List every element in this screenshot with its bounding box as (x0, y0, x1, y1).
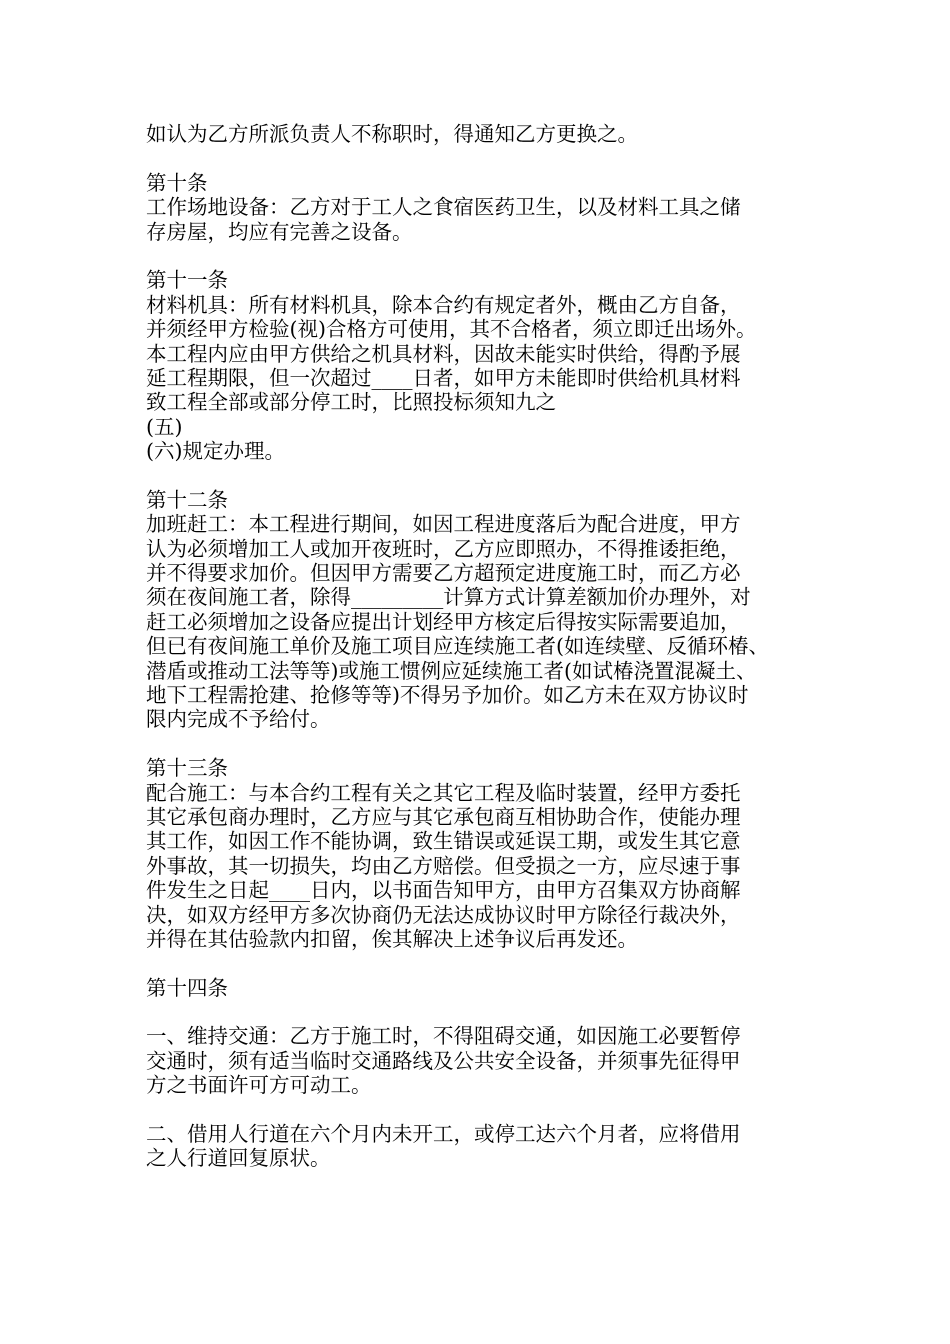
text-line: (五) (146, 414, 183, 439)
paragraph-gap (146, 951, 822, 975)
text-line: 第十四条 (146, 975, 228, 1000)
paragraph-gap (146, 244, 822, 268)
text-line: 方之书面许可方可动工。 (146, 1073, 372, 1098)
paragraph (146, 1122, 822, 1171)
text-line: 赶工必须增加之设备应提出计划经甲方核定后得按实际需要追加， (146, 609, 741, 634)
document-body (146, 122, 822, 1171)
paragraph (146, 122, 822, 146)
text-line: 致工程全部或部分停工时，比照投标须知九之 (146, 390, 556, 415)
text-line: 决，如双方经甲方多次协商仍无法达成协议时甲方除径行裁决外， (146, 902, 741, 927)
paragraph-gap (146, 1098, 822, 1122)
text-line: 并须经甲方检验(视)合格方可使用，其不合格者，须立即迁出场外。 (146, 317, 757, 342)
text-line: 限内完成不予给付。 (146, 707, 331, 732)
paragraph-gap (146, 1000, 822, 1024)
text-line: 之人行道回复原状。 (146, 1146, 331, 1171)
text-line: 第十三条 (146, 756, 228, 781)
text-line: 其工作，如因工作不能协调，致生错误或延误工期，或发生其它意 (146, 829, 741, 854)
text-line: 潜盾或推动工法等等)或施工惯例应延续施工者(如试椿浇置混凝土、 (146, 658, 757, 683)
text-line: 加班赶工：本工程进行期间，如因工程进度落后为配合进度，甲方 (146, 512, 741, 537)
text-line: 延工程期限，但一次超过____日者，如甲方未能即时供给机具材料 (146, 365, 741, 390)
text-line: 材料机具：所有材料机具，除本合约有规定者外，概由乙方自备， (146, 292, 741, 317)
text-line: 二、借用人行道在六个月内未开工，或停工达六个月者，应将借用 (146, 1122, 741, 1147)
paragraph-gap (146, 146, 822, 170)
text-line: 配合施工：与本合约工程有关之其它工程及临时装置，经甲方委托 (146, 780, 741, 805)
text-line: 第十一条 (146, 268, 228, 293)
paragraph (146, 268, 822, 463)
paragraph (146, 756, 822, 951)
text-line: 并不得要求加价。但因甲方需要乙方超预定进度施工时，而乙方必 (146, 561, 741, 586)
text-line: 须在夜间施工者，除得_________计算方式计算差额加价办理外，对 (146, 585, 751, 610)
text-line: 本工程内应由甲方供给之机具材料，因故未能实时供给，得酌予展 (146, 341, 741, 366)
text-line: 其它承包商办理时，乙方应与其它承包商互相协助合作，使能办理 (146, 804, 741, 829)
paragraph (146, 171, 822, 244)
text-line: 地下工程需抢建、抢修等等)不得另予加价。如乙方未在双方协议时 (146, 682, 749, 707)
text-line: 第十条 (146, 170, 208, 195)
paragraph (146, 488, 822, 732)
text-line: 如认为乙方所派负责人不称职时，得通知乙方更换之。 (146, 122, 638, 146)
text-line: (六)规定办理。 (146, 439, 285, 464)
text-line: 存房屋，均应有完善之设备。 (146, 219, 413, 244)
text-line: 一、维持交通：乙方于施工时，不得阻碍交通，如因施工必要暂停 (146, 1024, 741, 1049)
text-line: 件发生之日起____日内，以书面告知甲方，由甲方召集双方协商解 (146, 878, 741, 903)
text-line: 并得在其估验款内扣留，俟其解决上述争议后再发还。 (146, 926, 638, 951)
paragraph (146, 976, 822, 1000)
paragraph-gap (146, 463, 822, 487)
text-line: 外事故，其一切损失，均由乙方赔偿。但受损之一方，应尽速于事 (146, 853, 741, 878)
paragraph (146, 1024, 822, 1097)
text-line: 工作场地设备：乙方对于工人之食宿医药卫生，以及材料工具之储 (146, 195, 741, 220)
paragraph-gap (146, 732, 822, 756)
text-line: 但已有夜间施工单价及施工项目应连续施工者(如连续壁、反循环椿、 (146, 634, 769, 659)
text-line: 认为必须增加工人或加开夜班时，乙方应即照办，不得推诿拒绝， (146, 536, 741, 561)
text-line: 交通时，须有适当临时交通路线及公共安全设备，并须事先征得甲 (146, 1048, 741, 1073)
text-line: 第十二条 (146, 487, 228, 512)
